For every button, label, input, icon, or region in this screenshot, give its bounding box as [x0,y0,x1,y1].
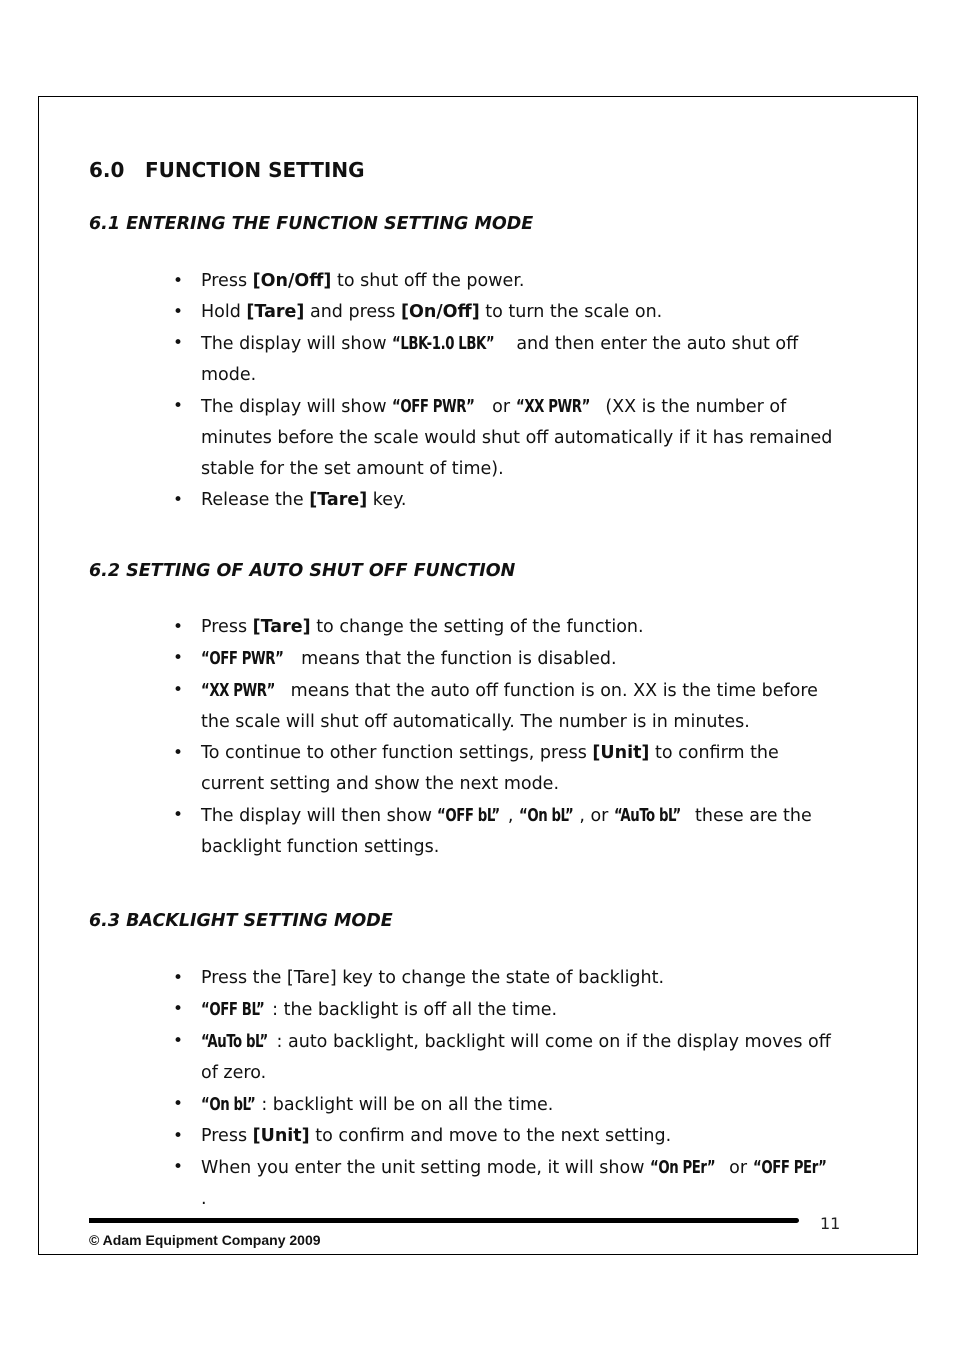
list-item: • To continue to other function settings, press [Unit] to confirm the current setting and show the next mode. [0,738,841,800]
display-code: “AuTo bL” [201,1031,268,1052]
display-code: “On bL” [201,1094,256,1115]
key-label: [Tare] [309,490,368,510]
list-item: • Hold [Tare] and press [On/Off] to turn the scale on. [0,297,841,328]
list-item: • “On bL” : backlight will be on all the time. [0,1089,841,1121]
key-label: [On/Off] [400,302,480,322]
key-label: [Unit] [252,1126,310,1146]
list-item: • Press [Tare] to change the setting of the function. [0,612,841,643]
display-code: “XX PWR” [515,396,590,417]
display-code: “XX PWR” [201,680,275,701]
subsection-6-1-list [0,266,860,516]
subsection-6-2-list [0,612,860,863]
display-code: “LBK-1.0 LBK” [392,333,495,354]
display-code: “OFF bL” [437,805,501,826]
key-label: [On/Off] [252,271,332,291]
list-item: • The display will then show “OFF bL” , “On bL” , or “AuTo bL” these are the backlight function settings. [0,800,841,863]
list-item: • Press [Unit] to confirm and move to the next setting. [0,1121,841,1152]
list-item: • When you enter the unit setting mode, it will show “On PEr” or “OFF PEr”. [0,1152,841,1215]
list-item: • “AuTo bL” : auto backlight, backlight will come on if the display moves off of zero. [0,1026,841,1089]
key-label: [Tare] [246,302,305,322]
subsection-6-2-title: 6.2 SETTING OF AUTO SHUT OFF FUNCTION [89,561,516,581]
list-item: • Release the [Tare] key. [0,485,841,516]
display-code: “OFF PEr” [752,1157,827,1178]
footer-rule [89,1218,799,1223]
display-code: “AuTo bL” [613,805,681,826]
list-item: • Press the [Tare] key to change the state of backlight. [0,963,841,994]
display-code: “On bL” [519,805,574,826]
display-code: “On PEr” [650,1157,716,1178]
display-code: “OFF BL” [201,999,265,1020]
subsection-6-3-title: 6.3 BACKLIGHT SETTING MODE [89,911,393,931]
copyright-notice: © Adam Equipment Company 2009 [89,1232,321,1248]
list-item: • The display will show “LBK-1.0 LBK” and then enter the auto shut off mode. [0,328,841,391]
list-item: • The display will show “OFF PWR” or “XX PWR” (XX is the number of minutes before the scale would shut off automatically if it has remained stable for the set amount of time). [0,391,841,485]
display-code: “OFF PWR” [392,396,475,417]
subsection-6-3-list [0,963,860,1215]
list-item: • “XX PWR” means that the auto off function is on. XX is the time before the scale will shut off automatically. The number is in minutes. [0,675,841,738]
list-item: • “OFF BL” : the backlight is off all the time. [0,994,841,1026]
display-code: “OFF PWR” [201,648,284,669]
subsection-6-1-title: 6.1 ENTERING THE FUNCTION SETTING MODE [89,214,534,234]
section-title: FUNCTION SETTING [145,158,365,182]
key-label: [Unit] [592,743,650,763]
section-number: 6.0 [89,158,125,182]
key-label: [Tare] [252,617,311,637]
section-heading [89,158,365,182]
list-item: • “OFF PWR” means that the function is disabled. [0,643,841,675]
list-item: • Press [On/Off] to shut off the power. [0,266,841,297]
page-number: 11 [820,1214,841,1233]
